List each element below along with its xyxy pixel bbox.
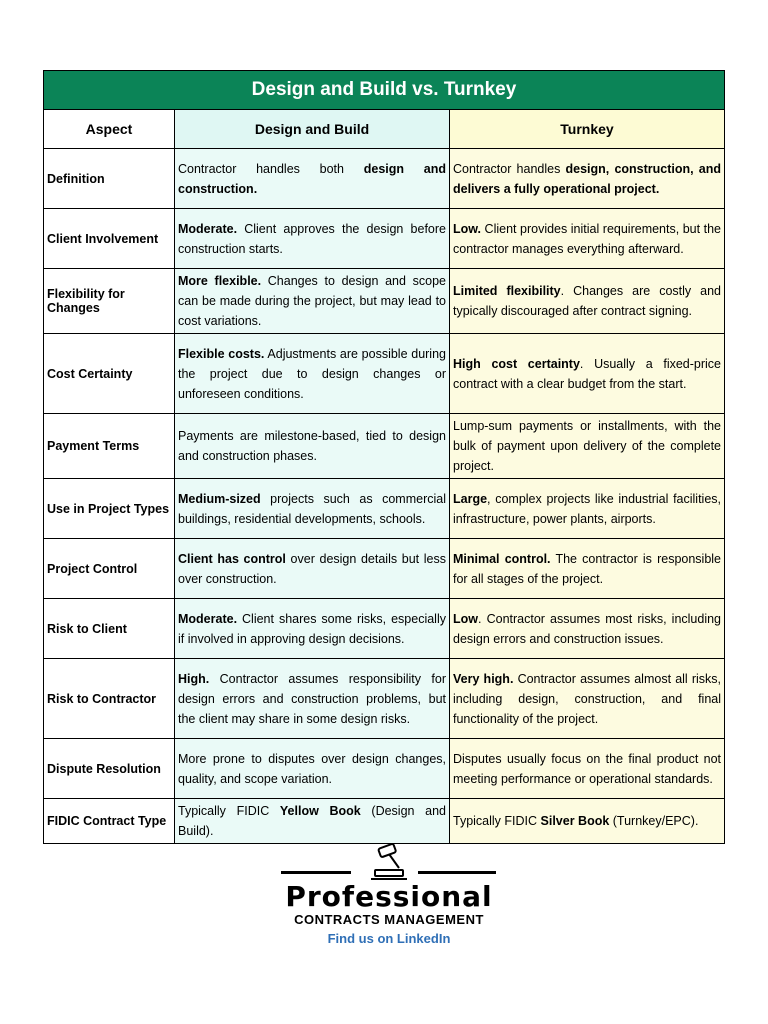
cell-text-segment: Flexible costs.: [178, 346, 265, 361]
cell-text-segment: Disputes usually focus on the final product not meeting performance or operational standards.: [453, 751, 722, 786]
table-row: [44, 209, 725, 269]
cell-text-segment: Minimal control.: [453, 551, 551, 566]
cell-text-segment: Typically FIDIC: [453, 814, 541, 828]
cell-text-segment: Moderate.: [178, 221, 238, 236]
brand-logo: [278, 842, 500, 946]
cell-text-segment: Low.: [453, 221, 482, 236]
design-build-cell: [175, 269, 450, 334]
table-body: [44, 149, 725, 844]
cell-text-segment: Payments are milestone-based, tied to design and construction phases.: [178, 429, 446, 463]
design-build-cell: [175, 599, 450, 659]
cell-text-segment: Yellow Book: [279, 804, 361, 818]
cell-text-segment: Contractor assumes responsibility for design errors and construction problems, but the client may share in some design risks.: [178, 671, 446, 726]
cell-text-segment: Adjustments are possible during the project due to design changes or unforeseen conditions.: [178, 346, 446, 401]
table-row: [44, 149, 725, 209]
cell-text-segment: Client shares some risks, especially if involved in approving design decisions.: [178, 611, 446, 646]
table-row: [44, 414, 725, 479]
cell-text-segment: Contractor handles both: [178, 161, 364, 176]
design-build-cell: [175, 739, 450, 799]
row-aspect-cell: Payment Terms: [44, 414, 175, 479]
cell-text-segment: . Usually a fixed-price contract with a clear budget from the start.: [453, 356, 722, 391]
design-build-cell: [175, 414, 450, 479]
turnkey-cell: [450, 479, 725, 539]
comparison-table: [43, 70, 725, 844]
turnkey-cell: [450, 334, 725, 414]
table-row: [44, 659, 725, 739]
cell-text-segment: Large: [453, 491, 488, 506]
turnkey-cell: [450, 599, 725, 659]
row-aspect-cell: Risk to Client: [44, 599, 175, 659]
table-row: [44, 269, 725, 334]
table-row: [44, 479, 725, 539]
table-row: [44, 799, 725, 844]
table-row: [44, 334, 725, 414]
cell-text-segment: design, construction, and delivers a fully operational project.: [453, 161, 722, 196]
cell-text-segment: . Contractor assumes most risks, including design errors and construction issues.: [453, 611, 722, 646]
design-build-cell: [175, 659, 450, 739]
cell-text-segment: . Changes are costly and typically discouraged after contract signing.: [453, 284, 722, 318]
cell-text-segment: Low: [453, 611, 478, 626]
cell-text-segment: Limited flexibility: [453, 284, 561, 298]
cell-text-segment: High cost certainty: [453, 356, 580, 371]
row-aspect-cell: Client Involvement: [44, 209, 175, 269]
cell-text-segment: Changes to design and scope can be made during the project, but may lead to cost variations.: [178, 274, 446, 328]
table-title: Design and Build vs. Turnkey: [44, 71, 725, 110]
table-row: [44, 539, 725, 599]
turnkey-cell: [450, 149, 725, 209]
cell-text-segment: design and construction.: [178, 161, 446, 196]
cell-text-segment: Contractor handles: [453, 161, 566, 176]
cell-text-segment: (Turnkey/EPC).: [609, 814, 699, 828]
table-row: [44, 599, 725, 659]
design-build-cell: [175, 209, 450, 269]
linkedin-link[interactable]: Find us on LinkedIn: [327, 931, 451, 946]
design-build-cell: [175, 799, 450, 844]
turnkey-cell: [450, 659, 725, 739]
cell-text-segment: Medium-sized: [178, 491, 261, 506]
cell-text-segment: Typically FIDIC: [178, 804, 280, 818]
row-aspect-cell: Dispute Resolution: [44, 739, 175, 799]
design-build-cell: [175, 149, 450, 209]
header-turnkey: Turnkey: [450, 110, 725, 149]
cell-text-segment: over design details but less over construction.: [178, 551, 446, 586]
turnkey-cell: [450, 414, 725, 479]
row-aspect-cell: Use in Project Types: [44, 479, 175, 539]
brand-name: Professional: [285, 880, 493, 913]
cell-text-segment: Moderate.: [178, 611, 238, 626]
cell-text-segment: Client approves the design before construction starts.: [178, 221, 446, 256]
design-build-cell: [175, 539, 450, 599]
header-design-and-build: Design and Build: [175, 110, 450, 149]
cell-text-segment: , complex projects like industrial facilities, infrastructure, power plants, airports.: [453, 491, 722, 526]
cell-text-segment: Lump-sum payments or installments, with the bulk of payment upon delivery of the complete project.: [453, 419, 722, 473]
brand-subtitle: CONTRACTS MANAGEMENT: [294, 912, 484, 927]
row-aspect-cell: Definition: [44, 149, 175, 209]
cell-text-segment: More prone to disputes over design changes, quality, and scope variation.: [178, 751, 446, 786]
cell-text-segment: Client has control: [178, 551, 286, 566]
row-aspect-cell: Risk to Contractor: [44, 659, 175, 739]
row-aspect-cell: FIDIC Contract Type: [44, 799, 175, 844]
turnkey-cell: [450, 799, 725, 844]
cell-text-segment: The contractor is responsible for all stages of the project.: [453, 551, 722, 586]
design-build-cell: [175, 479, 450, 539]
header-aspect: Aspect: [44, 110, 175, 149]
comparison-table-container: [43, 70, 724, 844]
turnkey-cell: [450, 269, 725, 334]
cell-text-segment: High.: [178, 671, 210, 686]
turnkey-cell: [450, 739, 725, 799]
cell-text-segment: Silver Book: [540, 814, 610, 828]
gavel-icon: [367, 842, 411, 882]
cell-text-segment: projects such as commercial buildings, residential developments, schools.: [178, 491, 446, 526]
turnkey-cell: [450, 209, 725, 269]
turnkey-cell: [450, 539, 725, 599]
cell-text-segment: Client provides initial requirements, but the contractor manages everything afterward.: [453, 221, 722, 256]
row-aspect-cell: Flexibility for Changes: [44, 269, 175, 334]
row-aspect-cell: Project Control: [44, 539, 175, 599]
cell-text-segment: More flexible.: [178, 274, 262, 288]
cell-text-segment: Very high.: [453, 671, 514, 686]
row-aspect-cell: Cost Certainty: [44, 334, 175, 414]
cell-text-segment: (Design and Build).: [178, 804, 446, 838]
design-build-cell: [175, 334, 450, 414]
cell-text-segment: Contractor assumes almost all risks, including design, construction, and final functionality of the project.: [453, 671, 722, 726]
table-row: [44, 739, 725, 799]
